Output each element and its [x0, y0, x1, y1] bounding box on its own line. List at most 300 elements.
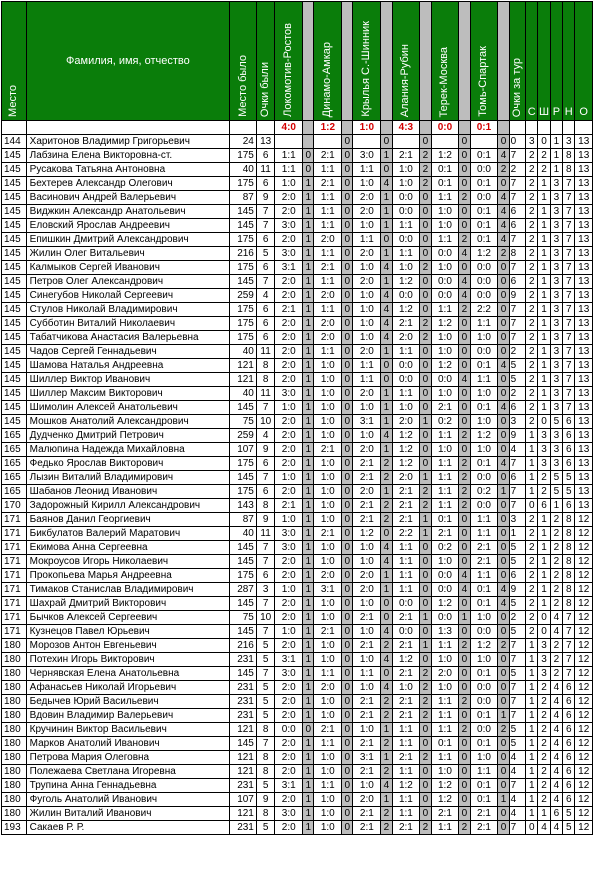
player-name: Петрова Мария Олеговна: [26, 751, 230, 765]
prediction-cell: 3:0: [275, 527, 303, 541]
match-points-cell: 1: [420, 611, 431, 625]
stat-cell: 2: [538, 695, 550, 709]
place-before-cell: 145: [230, 625, 257, 639]
match-points-cell: 1: [303, 709, 314, 723]
points-before-cell: 11: [256, 387, 275, 401]
match-points-cell: 1: [303, 261, 314, 275]
stat-cell: 6: [563, 695, 575, 709]
stat-cell: 1: [550, 499, 562, 513]
match-points-cell: 1: [303, 597, 314, 611]
match-points-cell: 1: [381, 751, 392, 765]
prediction-cell: 2:0: [314, 317, 342, 331]
tour-points-cell: 5: [509, 541, 525, 555]
place-before-cell: 175: [230, 233, 257, 247]
points-before-cell: 7: [256, 667, 275, 681]
table-row: [2, 639, 593, 653]
prediction-cell: 1:0: [470, 653, 498, 667]
prediction-cell: 0:0: [470, 499, 498, 513]
match-points-cell: 1: [498, 485, 509, 499]
match-points-cell: 4: [381, 261, 392, 275]
prediction-cell: 1:1: [392, 569, 420, 583]
points-before-cell: 11: [256, 163, 275, 177]
place-cell: 165: [2, 457, 27, 471]
stat-cell: 7: [563, 247, 575, 261]
prediction-cell: 1:1: [431, 485, 459, 499]
prediction-cell: 1:1: [275, 163, 303, 177]
prediction-cell: 1:0: [431, 681, 459, 695]
place-cell: 171: [2, 583, 27, 597]
prediction-cell: 2:1: [275, 303, 303, 317]
prediction-cell: 0:0: [470, 275, 498, 289]
prediction-cell: 1:2: [431, 597, 459, 611]
stat-cell: 1: [526, 723, 538, 737]
place-cell: 180: [2, 793, 27, 807]
prediction-cell: 1:0: [431, 387, 459, 401]
stat-cell: 2: [526, 331, 538, 345]
player-name: Бедычев Юрий Васильевич: [26, 695, 230, 709]
stat-cell: 2: [550, 639, 562, 653]
tour-points-cell: 7: [509, 177, 525, 191]
stat-cell: 7: [563, 401, 575, 415]
stat-cell: 2: [538, 765, 550, 779]
prediction-cell: 1:0: [314, 555, 342, 569]
prediction-cell: 1:1: [314, 163, 342, 177]
stat-cell: 2: [526, 247, 538, 261]
prediction-cell: 0:0: [470, 723, 498, 737]
match-points-cell: 0: [420, 191, 431, 205]
points-before-cell: 8: [256, 723, 275, 737]
match-points-cell: 0: [342, 415, 353, 429]
stat-cell: 13: [575, 317, 593, 331]
match-points-cell: 2: [459, 457, 470, 471]
place-cell: 145: [2, 247, 27, 261]
stat-cell: 7: [563, 219, 575, 233]
match-points-cell: 0: [459, 345, 470, 359]
points-before-cell: 6: [256, 485, 275, 499]
match-points-cell: 0: [498, 331, 509, 345]
stat-cell: 4: [538, 821, 550, 835]
stat-cell: 7: [563, 667, 575, 681]
match-points-cell: 1: [420, 513, 431, 527]
match-points-cell: 4: [498, 401, 509, 415]
stat-cell: 6: [563, 779, 575, 793]
stat-cell: 3: [550, 289, 562, 303]
match-points-cell: 0: [459, 443, 470, 457]
stat-cell: 12: [575, 583, 593, 597]
player-name: Еловский Ярослав Андреевич: [26, 219, 230, 233]
player-name: Екимова Анна Сергеевна: [26, 541, 230, 555]
prediction-cell: 1:1: [314, 219, 342, 233]
tour-points-cell: 5: [509, 555, 525, 569]
prediction-cell: 2:1: [470, 807, 498, 821]
match-points-cell: 0: [342, 793, 353, 807]
prediction-cell: 2:1: [392, 821, 420, 835]
match-points-cell: 0: [420, 779, 431, 793]
stat-cell: 13: [575, 387, 593, 401]
prediction-cell: 2:0: [275, 191, 303, 205]
prediction-cell: 2:1: [392, 499, 420, 513]
table-row: [2, 779, 593, 793]
match-points-cell: 1: [303, 625, 314, 639]
stat-cell: 7: [563, 611, 575, 625]
stat-cell: 1: [538, 317, 550, 331]
header-gap-6: [498, 2, 509, 121]
match-points-cell: 4: [498, 149, 509, 163]
match-points-cell: 0: [498, 303, 509, 317]
prediction-cell: 2:0: [392, 415, 420, 429]
tour-points-cell: 7: [509, 695, 525, 709]
prediction-cell: 2:2: [392, 527, 420, 541]
prediction-cell: 3:0: [275, 219, 303, 233]
stat-cell: 13: [575, 485, 593, 499]
header-gap-2: [342, 2, 353, 121]
prediction-cell: [431, 135, 459, 149]
stat-cell: 2: [526, 541, 538, 555]
match-points-cell: 0: [498, 275, 509, 289]
stat-cell: 12: [575, 639, 593, 653]
place-cell: 180: [2, 779, 27, 793]
prediction-cell: 0:0: [431, 247, 459, 261]
match-points-cell: 0: [459, 359, 470, 373]
prediction-cell: 2:0: [275, 415, 303, 429]
match-points-cell: 0: [342, 275, 353, 289]
stat-cell: 2: [526, 303, 538, 317]
prediction-cell: 3:1: [275, 779, 303, 793]
stat-cell: 3: [563, 135, 575, 149]
stat-cell: 3: [550, 233, 562, 247]
place-before-cell: 40: [230, 387, 257, 401]
prediction-cell: 1:0: [470, 387, 498, 401]
prediction-cell: 0:0: [470, 163, 498, 177]
stat-cell: 5: [563, 471, 575, 485]
tour-points-cell: 2: [509, 611, 525, 625]
place-cell: 171: [2, 513, 27, 527]
match-points-cell: 0: [420, 387, 431, 401]
prediction-cell: 2:0: [275, 443, 303, 457]
place-cell: 180: [2, 709, 27, 723]
stat-cell: 2: [526, 149, 538, 163]
match-points-cell: 1: [303, 373, 314, 387]
prediction-cell: 1:1: [314, 667, 342, 681]
prediction-cell: 0:1: [470, 149, 498, 163]
points-before-cell: 11: [256, 527, 275, 541]
match-points-cell: 2: [459, 821, 470, 835]
prediction-cell: 1:1: [353, 359, 381, 373]
stat-cell: 1: [538, 387, 550, 401]
stat-cell: 6: [563, 765, 575, 779]
stat-cell: 7: [563, 289, 575, 303]
prediction-cell: 1:0: [353, 555, 381, 569]
player-name: Малюпина Надежда Михайловна: [26, 443, 230, 457]
prediction-cell: 2:1: [314, 443, 342, 457]
tour-points-cell: 4: [509, 443, 525, 457]
stat-cell: 2: [526, 317, 538, 331]
stat-cell: 7: [563, 359, 575, 373]
match-points-cell: 0: [459, 401, 470, 415]
match-points-cell: 1: [459, 611, 470, 625]
prediction-cell: 0:0: [392, 205, 420, 219]
prediction-cell: 0:0: [431, 289, 459, 303]
stat-cell: 8: [563, 163, 575, 177]
prediction-cell: 1:3: [431, 625, 459, 639]
match-points-cell: 2: [381, 765, 392, 779]
place-cell: 144: [2, 135, 27, 149]
tour-points-cell: 5: [509, 625, 525, 639]
place-cell: 145: [2, 303, 27, 317]
points-before-cell: 7: [256, 737, 275, 751]
prediction-cell: 1:2: [431, 317, 459, 331]
prediction-cell: 2:1: [392, 485, 420, 499]
stat-cell: 4: [550, 723, 562, 737]
stat-cell: 12: [575, 527, 593, 541]
prediction-cell: 2:1: [353, 499, 381, 513]
match-points-cell: 0: [342, 289, 353, 303]
prediction-cell: 2:1: [353, 457, 381, 471]
prediction-cell: 2:1: [431, 807, 459, 821]
match-points-cell: 0: [498, 569, 509, 583]
stat-cell: 8: [563, 513, 575, 527]
tour-points-cell: 4: [509, 807, 525, 821]
prediction-cell: 1:0: [314, 471, 342, 485]
prediction-cell: 2:1: [353, 807, 381, 821]
prediction-cell: 0:0: [392, 373, 420, 387]
stat-cell: 13: [575, 149, 593, 163]
match-points-cell: 0: [342, 821, 353, 835]
stat-cell: 12: [575, 597, 593, 611]
prediction-cell: 1:2: [392, 457, 420, 471]
prediction-cell: 0:0: [392, 359, 420, 373]
points-before-cell: 7: [256, 401, 275, 415]
table-row: [2, 331, 593, 345]
table-row: [2, 401, 593, 415]
place-cell: 145: [2, 163, 27, 177]
place-cell: 171: [2, 611, 27, 625]
table-row: [2, 359, 593, 373]
stat-cell: 1: [526, 751, 538, 765]
match-points-cell: 0: [303, 723, 314, 737]
match-points-cell: 0: [420, 541, 431, 555]
stat-cell: 7: [563, 303, 575, 317]
match-points-cell: 0: [342, 625, 353, 639]
match-points-cell: 0: [459, 541, 470, 555]
stat-cell: 13: [575, 233, 593, 247]
place-cell: 145: [2, 359, 27, 373]
stat-cell: 7: [563, 331, 575, 345]
prediction-cell: 1:2: [392, 303, 420, 317]
place-cell: 145: [2, 387, 27, 401]
table-row: [2, 289, 593, 303]
stat-cell: 4: [550, 681, 562, 695]
stat-cell: 8: [563, 541, 575, 555]
table-row: [2, 415, 593, 429]
stat-cell: 2: [538, 485, 550, 499]
table-row: [2, 709, 593, 723]
stat-cell: 6: [563, 737, 575, 751]
stat-cell: 2: [526, 415, 538, 429]
prediction-cell: 0:1: [470, 737, 498, 751]
match-points-cell: 4: [381, 681, 392, 695]
stat-cell: 0: [538, 611, 550, 625]
place-before-cell: 216: [230, 247, 257, 261]
match-points-cell: 0: [498, 471, 509, 485]
match-points-cell: 2: [420, 751, 431, 765]
match-points-cell: 2: [420, 261, 431, 275]
prediction-cell: 1:1: [392, 765, 420, 779]
points-before-cell: 7: [256, 597, 275, 611]
stat-cell: 7: [563, 387, 575, 401]
tour-points-cell: 5: [509, 667, 525, 681]
table-row: [2, 219, 593, 233]
prediction-cell: 1:1: [431, 303, 459, 317]
match-points-cell: 0: [459, 779, 470, 793]
stat-cell: 6: [563, 499, 575, 513]
player-name: Виджкин Александр Анатольевич: [26, 205, 230, 219]
stat-cell: 12: [575, 681, 593, 695]
match-points-cell: 0: [342, 457, 353, 471]
prediction-cell: 0:0: [470, 471, 498, 485]
stat-cell: 2: [538, 681, 550, 695]
stat-cell: 2: [550, 541, 562, 555]
header-place-before: Место было: [230, 2, 257, 121]
stat-cell: 2: [526, 597, 538, 611]
player-name: Дудченко Дмитрий Петрович: [26, 429, 230, 443]
stat-cell: 6: [538, 499, 550, 513]
match-points-cell: 0: [459, 807, 470, 821]
header-name: Фамилия, имя, отчество: [26, 2, 230, 121]
prediction-cell: 1:1: [314, 275, 342, 289]
tour-points-cell: 7: [509, 681, 525, 695]
place-before-cell: 40: [230, 527, 257, 541]
match-points-cell: 2: [420, 149, 431, 163]
prediction-cell: 1:0: [314, 513, 342, 527]
prediction-cell: 2:1: [392, 317, 420, 331]
header-stat-s: С: [526, 2, 538, 121]
match-points-cell: 0: [459, 513, 470, 527]
place-before-cell: 121: [230, 723, 257, 737]
table-row: [2, 541, 593, 555]
tour-points-cell: 1: [509, 527, 525, 541]
match-points-cell: 0: [498, 317, 509, 331]
stat-cell: 6: [563, 681, 575, 695]
stat-cell: 12: [575, 513, 593, 527]
table-row: [2, 471, 593, 485]
match-points-cell: 4: [381, 779, 392, 793]
stat-cell: 2: [526, 261, 538, 275]
points-before-cell: 8: [256, 751, 275, 765]
prediction-cell: 2:1: [314, 723, 342, 737]
table-row: [2, 821, 593, 835]
place-cell: 145: [2, 219, 27, 233]
place-cell: 165: [2, 429, 27, 443]
stat-cell: 2: [538, 793, 550, 807]
points-before-cell: 8: [256, 807, 275, 821]
match-points-cell: 0: [459, 205, 470, 219]
stat-cell: 1: [538, 247, 550, 261]
player-name: Фуголь Анатолий Иванович: [26, 793, 230, 807]
prediction-cell: 1:1: [392, 807, 420, 821]
match-points-cell: 0: [459, 177, 470, 191]
prediction-cell: 0:1: [470, 359, 498, 373]
prediction-cell: 0:1: [431, 513, 459, 527]
stat-cell: 1: [526, 779, 538, 793]
place-before-cell: 75: [230, 611, 257, 625]
match-points-cell: 1: [303, 793, 314, 807]
stat-cell: 12: [575, 555, 593, 569]
prediction-cell: 2:0: [275, 289, 303, 303]
stat-cell: 2: [538, 163, 550, 177]
match-points-cell: 0: [342, 149, 353, 163]
match-points-cell: 4: [381, 177, 392, 191]
points-before-cell: 9: [256, 513, 275, 527]
match-points-cell: 1: [381, 443, 392, 457]
prediction-cell: 1:1: [314, 303, 342, 317]
match-points-cell: 2: [420, 485, 431, 499]
match-points-cell: 2: [420, 177, 431, 191]
match-points-cell: 0: [381, 163, 392, 177]
prediction-cell: 1:0: [431, 443, 459, 457]
prediction-cell: 1:1: [431, 639, 459, 653]
match-points-cell: 0: [342, 583, 353, 597]
place-before-cell: 216: [230, 639, 257, 653]
prediction-cell: 1:0: [275, 177, 303, 191]
stat-cell: 1: [538, 261, 550, 275]
stat-cell: 1: [538, 233, 550, 247]
table-row: [2, 681, 593, 695]
place-before-cell: 145: [230, 597, 257, 611]
place-cell: 165: [2, 485, 27, 499]
prediction-cell: 2:0: [353, 583, 381, 597]
tour-points-cell: 7: [509, 261, 525, 275]
stat-cell: 2: [550, 653, 562, 667]
prediction-cell: 3:1: [275, 261, 303, 275]
place-cell: 145: [2, 177, 27, 191]
place-before-cell: 259: [230, 429, 257, 443]
prediction-cell: 1:1: [431, 751, 459, 765]
place-before-cell: 175: [230, 303, 257, 317]
prediction-cell: 1:2: [431, 779, 459, 793]
match-points-cell: 1: [303, 513, 314, 527]
stat-cell: 3: [550, 177, 562, 191]
match-points-cell: 4: [498, 205, 509, 219]
match-points-cell: 2: [381, 807, 392, 821]
prediction-cell: 1:0: [353, 177, 381, 191]
match-points-cell: 1: [303, 611, 314, 625]
prediction-cell: 2:1: [392, 751, 420, 765]
table-row: [2, 793, 593, 807]
prediction-cell: 1:1: [392, 541, 420, 555]
table-row: [2, 555, 593, 569]
prediction-cell: 2:0: [353, 205, 381, 219]
prediction-cell: 1:0: [314, 653, 342, 667]
place-cell: 180: [2, 695, 27, 709]
table-row: [2, 429, 593, 443]
place-cell: 145: [2, 345, 27, 359]
prediction-cell: 1:0: [353, 723, 381, 737]
place-before-cell: 145: [230, 219, 257, 233]
match-points-cell: 0: [498, 499, 509, 513]
prediction-cell: 2:0: [275, 751, 303, 765]
stat-cell: 1: [526, 667, 538, 681]
stat-cell: 13: [575, 275, 593, 289]
match-points-cell: 2: [420, 331, 431, 345]
stat-cell: 2: [526, 219, 538, 233]
prediction-cell: 3:0: [275, 387, 303, 401]
stat-cell: 2: [526, 373, 538, 387]
prediction-cell: 0:1: [470, 597, 498, 611]
stat-cell: 13: [575, 373, 593, 387]
match-points-cell: 1: [303, 485, 314, 499]
match-points-cell: 0: [342, 639, 353, 653]
